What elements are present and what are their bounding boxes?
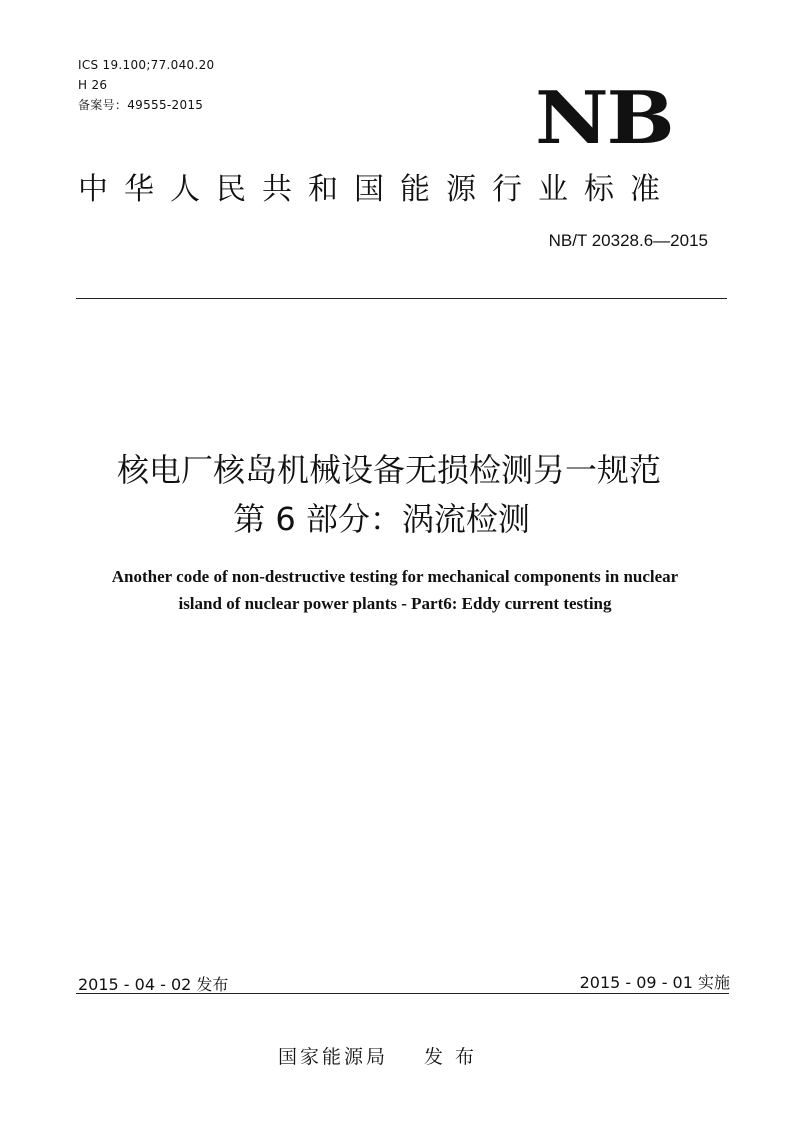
issuing-authority: [278, 1043, 477, 1071]
english-title: [40, 563, 750, 617]
top-divider: [76, 298, 727, 299]
document-metadata: [78, 55, 214, 115]
chinese-title-line-2: 第 6 部分：涡流检测: [233, 500, 530, 538]
record-number: 备案号：49555-2015: [78, 98, 204, 112]
bottom-divider: [76, 993, 729, 994]
standard-number: NB/T 20328.6—2015: [548, 231, 708, 250]
chinese-title-line-1: 核电厂核岛机械设备无损检测另一规范: [116, 451, 661, 489]
standard-category-title: 中华人民共和国能源行业标准: [78, 172, 676, 207]
implement-date: 2015 - 09 - 01 实施: [579, 973, 730, 992]
ccs-code: H 26: [78, 78, 108, 92]
chinese-title: [0, 447, 800, 542]
publish-date: 2015 - 04 - 02 发布: [78, 975, 229, 994]
english-title-line-1: Another code of non-destructive testing for mechanical components in nuclear: [111, 567, 679, 586]
ics-code: ICS 19.100;77.040.20: [78, 58, 215, 72]
issuer-name: 国家能源局: [278, 1046, 389, 1068]
nb-logo: NB: [535, 75, 673, 160]
issue-label: 发 布: [424, 1046, 478, 1068]
english-title-line-2: island of nuclear power plants - Part6: Eddy current testing: [178, 594, 612, 613]
